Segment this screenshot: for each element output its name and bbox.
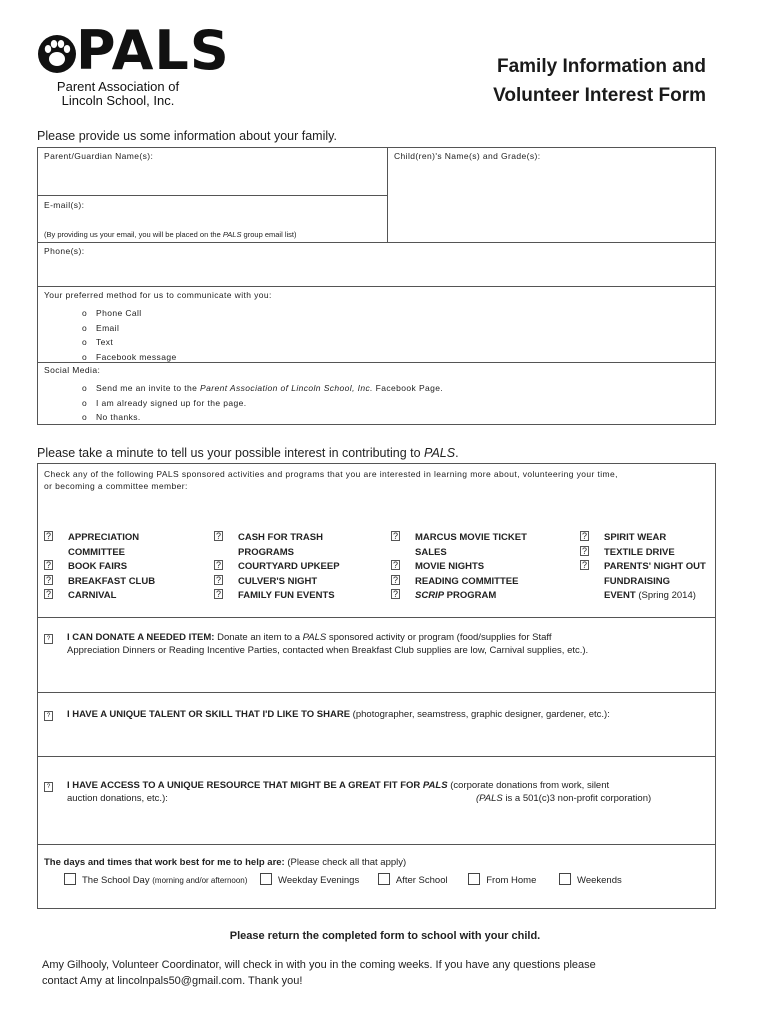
- activities-column-3: [391, 531, 551, 604]
- activity-parents-night-out[interactable]: ? PARENTS' NIGHT OUT FUNDRAISING EVENT (Spring 2014): [581, 560, 706, 601]
- logo-subtitle-line1: Parent Association of: [56, 79, 180, 94]
- form-title-line2: Volunteer Interest Form: [493, 85, 706, 106]
- social-media-label: Social Media:: [44, 365, 101, 375]
- availability-options: [64, 873, 622, 887]
- talent-checkbox[interactable]: ?: [44, 711, 53, 721]
- resource-checkbox[interactable]: ?: [44, 782, 53, 792]
- donate-item-section[interactable]: [37, 617, 716, 693]
- parent-name-label: Parent/Guardian Name(s):: [44, 151, 154, 161]
- coordinator-contact: Amy Gilhooly, Volunteer Coordinator, will check in with you in the coming weeks. If you have any questions please contact Amy at lincolnpals50@gmail.com. Thank you!: [42, 959, 596, 987]
- availability-heading: The days and times that work best for me to help are: (Please check all that apply): [44, 857, 407, 868]
- unique-resource-section[interactable]: [37, 756, 716, 845]
- activity-carnival[interactable]: ? CARNIVAL: [45, 589, 117, 601]
- email-field[interactable]: [37, 195, 388, 243]
- school-day-checkbox[interactable]: [64, 873, 76, 885]
- phone-field[interactable]: [37, 242, 716, 287]
- activity-marcus-movie-tickets[interactable]: ? MARCUS MOVIE TICKET SALES: [392, 531, 527, 558]
- phone-label: Phone(s):: [44, 246, 85, 256]
- from-home-checkbox[interactable]: [468, 873, 480, 885]
- activity-family-fun-events[interactable]: ? FAMILY FUN EVENTS: [215, 589, 335, 601]
- activity-textile-drive[interactable]: ? TEXTILE DRIVE: [581, 545, 675, 558]
- social-option-signed-up[interactable]: o I am already signed up for the page.: [82, 397, 247, 408]
- social-option-no-thanks[interactable]: o No thanks.: [82, 412, 141, 422]
- donate-checkbox[interactable]: ?: [44, 634, 53, 644]
- method-option-text[interactable]: o Text: [82, 337, 114, 347]
- day-option-weekday-evenings[interactable]: Weekday Evenings: [260, 875, 359, 886]
- contact-method-section: [37, 286, 716, 363]
- activity-breakfast-club[interactable]: ? BREAKFAST CLUB: [45, 574, 156, 587]
- logo-subtitle-line2: Lincoln School, Inc.: [61, 93, 175, 108]
- return-instructions: Please return the completed form to school with your child.: [229, 930, 541, 942]
- contact-method-label: Your preferred method for us to communicate with you:: [44, 290, 272, 300]
- weekends-checkbox[interactable]: [559, 873, 571, 885]
- method-option-email[interactable]: o Email: [82, 322, 120, 333]
- social-media-section: [37, 362, 716, 425]
- day-option-school-day[interactable]: The School Day (morning and/or afternoon): [64, 875, 247, 886]
- social-media-options: [82, 381, 443, 425]
- day-option-from-home[interactable]: From Home: [468, 875, 536, 886]
- activity-courtyard-upkeep[interactable]: ? COURTYARD UPKEEP: [215, 560, 340, 572]
- activity-culvers-night[interactable]: ? CULVER'S NIGHT: [215, 574, 318, 587]
- children-name-field[interactable]: [387, 147, 716, 243]
- activities-intro: Check any of the following PALS sponsored activities and programs that you are interested in learning more about, volunteering your time, or becoming a committee member:: [44, 469, 618, 491]
- email-label: E-mail(s):: [44, 200, 85, 210]
- logo-wordmark: PALS: [76, 19, 230, 82]
- social-option-invite[interactable]: o Send me an invite to the Parent Association of Lincoln School, Inc. Facebook Page.: [82, 383, 444, 393]
- activities-section: [37, 463, 716, 618]
- paw-print-icon: [37, 34, 77, 74]
- method-option-phone[interactable]: o Phone Call: [82, 308, 142, 318]
- activity-movie-nights[interactable]: ? MOVIE NIGHTS: [392, 560, 485, 572]
- nonprofit-note: (PALS is a 501(c)3 non-profit corporation): [476, 793, 652, 804]
- contact-method-options: [82, 306, 177, 364]
- after-school-checkbox[interactable]: [378, 873, 390, 885]
- activity-book-fairs[interactable]: ? BOOK FAIRS: [45, 560, 128, 572]
- parent-name-field[interactable]: [37, 147, 388, 196]
- method-option-facebook[interactable]: o Facebook message: [82, 351, 177, 362]
- day-option-after-school[interactable]: After School: [378, 875, 448, 886]
- day-option-weekends[interactable]: Weekends: [559, 875, 622, 886]
- logo-subtitle: [52, 80, 184, 108]
- activities-column-1: [44, 531, 194, 604]
- family-section-heading: Please provide us some information about your family.: [37, 129, 337, 143]
- activity-appreciation-committee[interactable]: ? APPRECIATION COMMITTEE: [45, 531, 140, 558]
- unique-resource-text: ? I HAVE ACCESS TO A UNIQUE RESOURCE THAT MIGHT BE A GREAT FIT FOR PALS (corporate donations from work, silent auction donations, etc.): (PALS is a 501(c)3 non-profit corporation): [44, 779, 704, 805]
- activity-scrip-program[interactable]: ? SCRIP PROGRAM: [392, 589, 497, 601]
- children-name-label: Child(ren)'s Name(s) and Grade(s):: [394, 151, 541, 161]
- activity-cash-for-trash[interactable]: ? CASH FOR TRASH PROGRAMS: [215, 531, 323, 558]
- donate-item-text: ? I CAN DONATE A NEEDED ITEM: Donate an item to a PALS sponsored activity or program (food/supplies for Staff Appreciation Dinners or Reading Incentive Parties, contacted when Breakfast Club supplies are low, Carnival supplies, etc.).: [44, 631, 704, 657]
- activity-spirit-wear[interactable]: ? SPIRIT WEAR: [581, 531, 667, 543]
- weekday-evenings-checkbox[interactable]: [260, 873, 272, 885]
- availability-section: [37, 844, 716, 909]
- form-title-line1: Family Information and: [496, 56, 706, 77]
- activity-reading-committee[interactable]: ? READING COMMITTEE: [392, 574, 519, 587]
- talent-skill-section[interactable]: [37, 692, 716, 757]
- interest-section-heading: Please take a minute to tell us your possible interest in contributing to PALS.: [37, 446, 459, 460]
- form-title: [406, 52, 706, 110]
- activities-column-4: [580, 531, 714, 604]
- activities-column-2: [214, 531, 364, 604]
- talent-skill-text: ? I HAVE A UNIQUE TALENT OR SKILL THAT I'D LIKE TO SHARE (photographer, seamstress, graphic designer, gardener, etc.):: [44, 708, 704, 721]
- email-note: (By providing us your email, you will be placed on the PALS group email list): [44, 230, 297, 239]
